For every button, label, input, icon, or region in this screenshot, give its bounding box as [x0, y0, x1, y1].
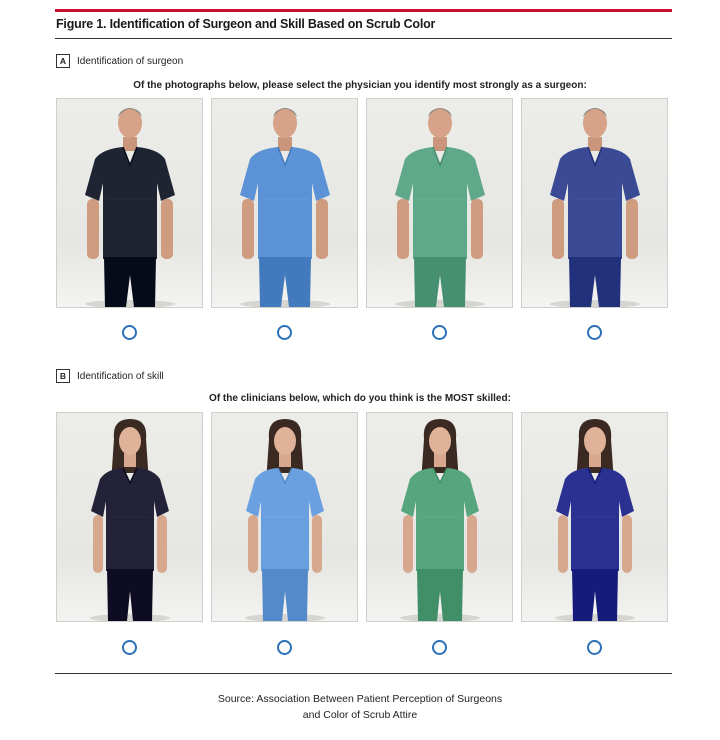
skill-radio-cell-2: [211, 640, 358, 655]
section-a-radio-group: [56, 325, 668, 340]
surgeon-radio-option-3[interactable]: [432, 325, 447, 340]
section-b-label: Identification of skill: [77, 370, 164, 382]
surgeon-radio-option-1[interactable]: [122, 325, 137, 340]
section-a-instruction: Of the photographs below, please select the physician you identify most strongly as a surgeon:: [133, 80, 587, 91]
skill-radio-cell-3: [366, 640, 513, 655]
surgeon-radio-cell-1: [56, 325, 203, 340]
skill-radio-option-2[interactable]: [277, 640, 292, 655]
surgeon-photo-4: [521, 98, 668, 308]
section-a-photos: [56, 98, 668, 308]
surgeon-radio-cell-4: [521, 325, 668, 340]
section-a-label: Identification of surgeon: [77, 55, 184, 67]
surgeon-photo-3: [366, 98, 513, 308]
section-b-instruction: Of the clinicians below, which do you think is the MOST skilled:: [209, 393, 511, 404]
skill-radio-cell-1: [56, 640, 203, 655]
skill-radio-option-3[interactable]: [432, 640, 447, 655]
surgeon-radio-cell-2: [211, 325, 358, 340]
top-accent-rule: [55, 9, 672, 12]
source-line-1: Source: Association Between Patient Perception of Surgeons: [217, 693, 503, 705]
section-a-letter: A: [56, 54, 70, 68]
skill-photo-2: [211, 412, 358, 622]
skill-radio-cell-4: [521, 640, 668, 655]
surgeon-photo-2: [211, 98, 358, 308]
section-b-letter: B: [56, 369, 70, 383]
skill-photo-4: [521, 412, 668, 622]
surgeon-radio-option-4[interactable]: [587, 325, 602, 340]
skill-photo-1: [56, 412, 203, 622]
surgeon-radio-option-2[interactable]: [277, 325, 292, 340]
surgeon-photo-1: [56, 98, 203, 308]
skill-photo-3: [366, 412, 513, 622]
figure-title: Figure 1. Identification of Surgeon and Skill Based on Scrub Color: [56, 17, 436, 31]
skill-radio-option-1[interactable]: [122, 640, 137, 655]
title-divider: [55, 38, 672, 39]
source-citation: [0, 691, 720, 723]
section-a-header: [56, 54, 183, 68]
surgeon-radio-cell-3: [366, 325, 513, 340]
bottom-divider: [55, 673, 672, 674]
section-b-header: [56, 369, 164, 383]
section-b-radio-group: [56, 640, 668, 655]
source-line-2: and Color of Scrub Attire: [302, 709, 418, 721]
section-b-photos: [56, 412, 668, 622]
skill-radio-option-4[interactable]: [587, 640, 602, 655]
